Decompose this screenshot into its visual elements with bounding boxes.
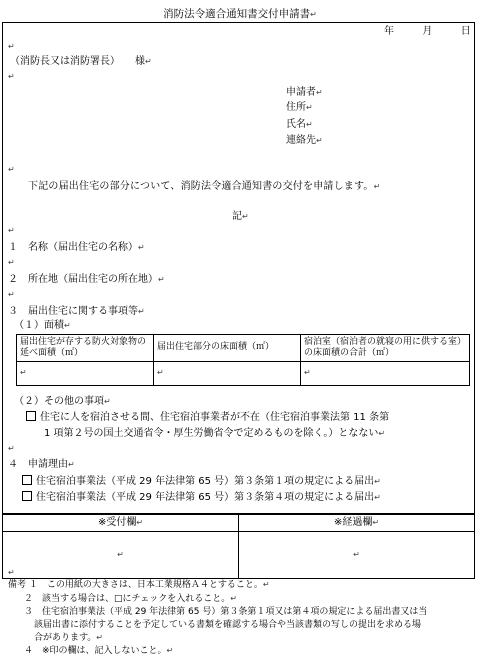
item-2-location: ２ 所在地（届出住宅の所在地）↵ xyxy=(8,274,165,285)
reason-1-checkbox[interactable] xyxy=(22,475,32,485)
note-3-cont-2: 合があります。↵ xyxy=(34,633,103,643)
form-frame xyxy=(2,22,475,514)
return-mark: ↵ xyxy=(8,226,15,235)
note-2: ２ 該当する場合は、□にチェックを入れること。↵ xyxy=(24,594,237,604)
office-use-table xyxy=(2,514,475,579)
absent-checkbox[interactable] xyxy=(26,411,36,421)
area-house-value[interactable]: ↵ xyxy=(154,362,301,386)
day-label: 日 xyxy=(460,26,471,37)
area-rooms-value[interactable]: ↵ xyxy=(301,362,470,386)
note-1: 備考 １ この用紙の大きさは、日本工業規格Ａ４とすること。↵ xyxy=(8,580,270,590)
return-mark: ↵ xyxy=(8,444,15,453)
reason-heading: ４ 申請理由↵ xyxy=(8,459,75,470)
area-heading: （１）面積↵ xyxy=(14,320,71,331)
applicant-address-label: 住所↵ xyxy=(286,102,313,113)
addressee-line: （消防長又は消防署長） 様↵ xyxy=(10,56,152,67)
year-label: 年 xyxy=(384,26,394,37)
note-4: ４ ※印の欄は、記入しないこと。↵ xyxy=(24,646,174,656)
other-option: 住宅に人を宿泊させる間、住宅宿泊事業者が不在（住宅宿泊事業法第 11 条第 xyxy=(26,411,389,424)
receipt-field[interactable]: ↵ xyxy=(3,532,239,579)
other-option-cont: 1 項第２号の国土交通省令・厚生労働省令で定めるものを除く。）となない↵ xyxy=(44,428,386,439)
receipt-header: ※受付欄↵ xyxy=(3,515,239,532)
date-fields xyxy=(384,26,471,38)
item-1-name: １ 名称（届出住宅の名称）↵ xyxy=(8,242,145,253)
month-label: 月 xyxy=(422,26,433,37)
return-mark: ↵ xyxy=(8,165,15,174)
return-mark: ↵ xyxy=(8,568,15,577)
ki-heading: 記↵ xyxy=(232,211,249,222)
progress-header: ※経過欄↵ xyxy=(239,515,475,532)
reason-2-checkbox[interactable] xyxy=(22,491,32,501)
applicant-label: 申請者↵ xyxy=(286,87,323,98)
note-3-cont-1: 該届出書に添付することを予定している書類を確認する場合や当該書類の写しの提出を求める場 xyxy=(34,620,422,630)
area-col-house: 届出住宅部分の床面積（㎡） xyxy=(154,335,301,362)
return-mark: ↵ xyxy=(8,290,15,299)
reason-option-1: 住宅宿泊事業法（平成 29 年法律第 65 号）第３条第１項の規定による届出↵ xyxy=(22,475,381,488)
note-3: ３ 住宅宿泊事業法（平成 29 年法律第 65 号）第３条第１項又は第４項の規定による届出書又は当 xyxy=(24,607,428,617)
return-mark: ↵ xyxy=(8,42,15,51)
other-heading: （２）その他の事項↵ xyxy=(14,396,111,407)
item-3-matters: ３ 届出住宅に関する事項等↵ xyxy=(8,306,145,317)
progress-field[interactable]: ↵ xyxy=(239,532,475,579)
area-col-rooms: 宿泊室（宿泊者の就寝の用に供する室）の床面積の合計（㎡） xyxy=(301,335,470,362)
area-table xyxy=(16,334,470,386)
return-mark: ↵ xyxy=(8,258,15,267)
applicant-name-label: 氏名↵ xyxy=(286,119,313,130)
reason-option-2: 住宅宿泊事業法（平成 29 年法律第 65 号）第３条第４項の規定による届出↵ xyxy=(22,491,381,504)
applicant-contact-label: 連絡先↵ xyxy=(286,135,323,146)
request-statement: 下記の届出住宅の部分について、消防法令適合通知書の交付を申請します。↵ xyxy=(28,181,381,192)
area-col-building: 届出住宅が存する防火対象物の延べ面積（㎡） xyxy=(17,335,154,362)
area-building-value[interactable]: ↵ xyxy=(17,362,154,386)
return-mark: ↵ xyxy=(8,72,15,81)
document-title: 消防法令適合通知書交付申請書↵ xyxy=(163,8,317,20)
